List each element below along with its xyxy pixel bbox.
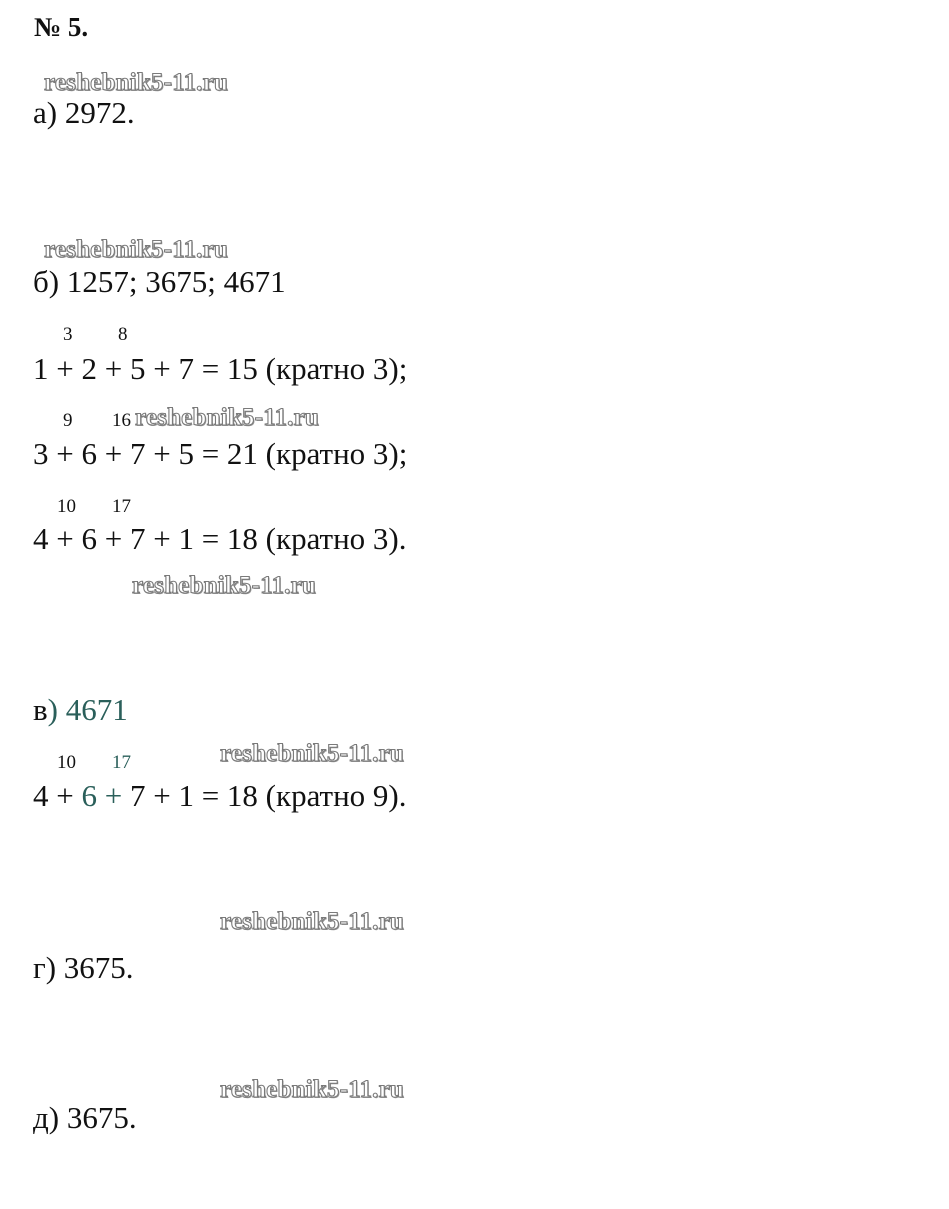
running-sum-label: 8: [118, 324, 128, 345]
part-d-answer: д) 3675.: [33, 1100, 137, 1135]
part-v-value: ) 4671: [47, 692, 128, 727]
problem-title: № 5.: [34, 12, 89, 42]
watermark: reshebnik5-11.ru: [44, 236, 229, 263]
equation-part-highlight: 6 +: [81, 778, 130, 813]
equation-part: 7 + 1 = 18 (кратно 9).: [129, 778, 407, 813]
running-sum-label: 17: [112, 496, 131, 517]
equation-row: 1 + 2 + 5 + 7 = 15 (кратно 3);: [33, 351, 408, 386]
running-sum-label: 10: [57, 752, 76, 773]
part-g-answer: г) 3675.: [33, 950, 134, 985]
equation-part: 4 +: [33, 778, 82, 813]
equation-row: [33, 780, 407, 811]
watermark: reshebnik5-11.ru: [135, 404, 320, 431]
part-a-answer: а) 2972.: [33, 95, 135, 130]
running-sum-label: 9: [63, 410, 73, 431]
watermark: reshebnik5-11.ru: [44, 69, 229, 96]
part-v-letter: в: [33, 692, 48, 727]
part-v-answer: [33, 694, 128, 725]
running-sum-label: 10: [57, 496, 76, 517]
running-sum-label: 3: [63, 324, 73, 345]
watermark: reshebnik5-11.ru: [220, 908, 405, 935]
running-sum-label: 16: [112, 410, 131, 431]
watermark: reshebnik5-11.ru: [220, 1076, 405, 1103]
part-b-answer: б) 1257; 3675; 4671: [33, 264, 286, 299]
watermark: reshebnik5-11.ru: [220, 740, 405, 767]
equation-row: 4 + 6 + 7 + 1 = 18 (кратно 3).: [33, 521, 407, 556]
running-sum-label: 17: [112, 752, 131, 773]
equation-row: 3 + 6 + 7 + 5 = 21 (кратно 3);: [33, 436, 408, 471]
watermark: reshebnik5-11.ru: [132, 572, 317, 599]
